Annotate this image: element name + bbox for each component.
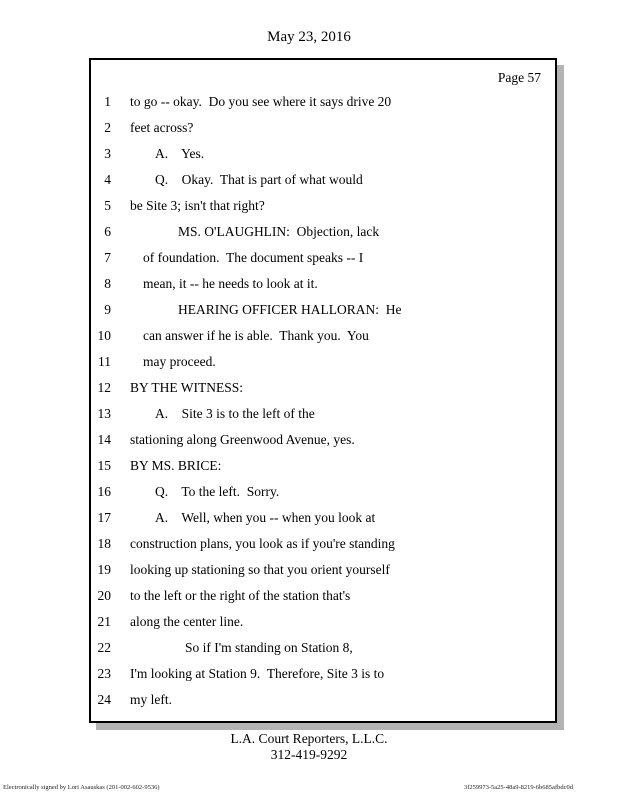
transcript-line [91, 661, 555, 687]
transcript-line [91, 635, 555, 661]
line-number: 13 [97, 406, 111, 421]
line-number: 12 [97, 380, 111, 395]
line-text: BY MS. BRICE: [130, 458, 222, 473]
line-text: can answer if he is able. Thank you. You [143, 328, 369, 343]
line-number: 1 [104, 94, 111, 109]
line-text: BY THE WITNESS: [130, 380, 244, 395]
transcript-line [91, 115, 555, 141]
header-date: May 23, 2016 [267, 29, 351, 45]
line-text: my left. [130, 692, 172, 707]
footer-phone: 312-419-9292 [270, 747, 348, 762]
transcript-line [91, 427, 555, 453]
line-text: of foundation. The document speaks -- I [143, 250, 364, 265]
line-number: 11 [98, 354, 111, 369]
line-number: 15 [97, 458, 111, 473]
transcript-line [91, 583, 555, 609]
line-number: 9 [104, 302, 111, 317]
transcript-line [91, 193, 555, 219]
line-text: A. Well, when you -- when you look at [155, 510, 376, 525]
line-number: 10 [97, 328, 111, 343]
line-number: 22 [97, 640, 111, 655]
transcript-line [91, 401, 555, 427]
transcript-line [91, 375, 555, 401]
line-number: 7 [104, 250, 111, 265]
transcript-line [91, 89, 555, 115]
line-text: Q. Okay. That is part of what would [155, 172, 363, 187]
line-number: 14 [97, 432, 111, 447]
line-text: stationing along Greenwood Avenue, yes. [130, 432, 355, 447]
line-text: So if I'm standing on Station 8, [185, 640, 353, 655]
line-number: 2 [104, 120, 111, 135]
transcript-line [91, 245, 555, 271]
line-number: 5 [104, 198, 111, 213]
transcript-box [89, 58, 557, 723]
transcript-line [91, 531, 555, 557]
transcript-line [91, 505, 555, 531]
line-text: MS. O'LAUGHLIN: Objection, lack [178, 224, 380, 239]
transcript-line [91, 323, 555, 349]
transcript-line [91, 297, 555, 323]
transcript-line [91, 167, 555, 193]
line-text: feet across? [130, 120, 194, 135]
document-id: 3f259973-5a25-48a9-8219-6b685afbdc0d [463, 784, 573, 791]
line-text: may proceed. [143, 354, 216, 369]
line-text: A. Yes. [155, 146, 205, 161]
line-text: HEARING OFFICER HALLORAN: He [178, 302, 402, 317]
transcript-lines [91, 89, 555, 713]
footer-company: L.A. Court Reporters, L.L.C. [230, 731, 388, 746]
transcript-line [91, 557, 555, 583]
line-text: be Site 3; isn't that right? [130, 198, 265, 213]
footer [0, 731, 618, 763]
line-text: construction plans, you look as if you're standing [130, 536, 395, 551]
line-text: I'm looking at Station 9. Therefore, Site 3 is to [130, 666, 385, 681]
line-text: mean, it -- he needs to look at it. [143, 276, 318, 291]
line-text: Q. To the left. Sorry. [155, 484, 280, 499]
line-number: 3 [104, 146, 111, 161]
line-number: 19 [97, 562, 111, 577]
transcript-line [91, 271, 555, 297]
transcript-line [91, 219, 555, 245]
line-number: 6 [104, 224, 111, 239]
line-number: 21 [97, 614, 111, 629]
line-number: 16 [97, 484, 111, 499]
line-number: 20 [97, 588, 111, 603]
line-number: 4 [104, 172, 111, 187]
transcript-line [91, 609, 555, 635]
line-text: looking up stationing so that you orient yourself [130, 562, 390, 577]
electronic-signature-note: Electronically signed by Lori Asauskas (201-002-602-9536) [3, 784, 160, 791]
line-text: to the left or the right of the station that's [130, 588, 351, 603]
transcript-line [91, 479, 555, 505]
transcript-line [91, 453, 555, 479]
line-text: to go -- okay. Do you see where it says drive 20 [130, 94, 392, 109]
line-number: 17 [97, 510, 111, 525]
line-number: 18 [97, 536, 111, 551]
page-number-label: Page 57 [497, 70, 541, 85]
line-text: along the center line. [130, 614, 244, 629]
transcript-line [91, 141, 555, 167]
line-number: 23 [97, 666, 111, 681]
transcript-line [91, 687, 555, 713]
line-text: A. Site 3 is to the left of the [155, 406, 315, 421]
line-number: 24 [97, 692, 111, 707]
line-number: 8 [104, 276, 111, 291]
transcript-line [91, 349, 555, 375]
